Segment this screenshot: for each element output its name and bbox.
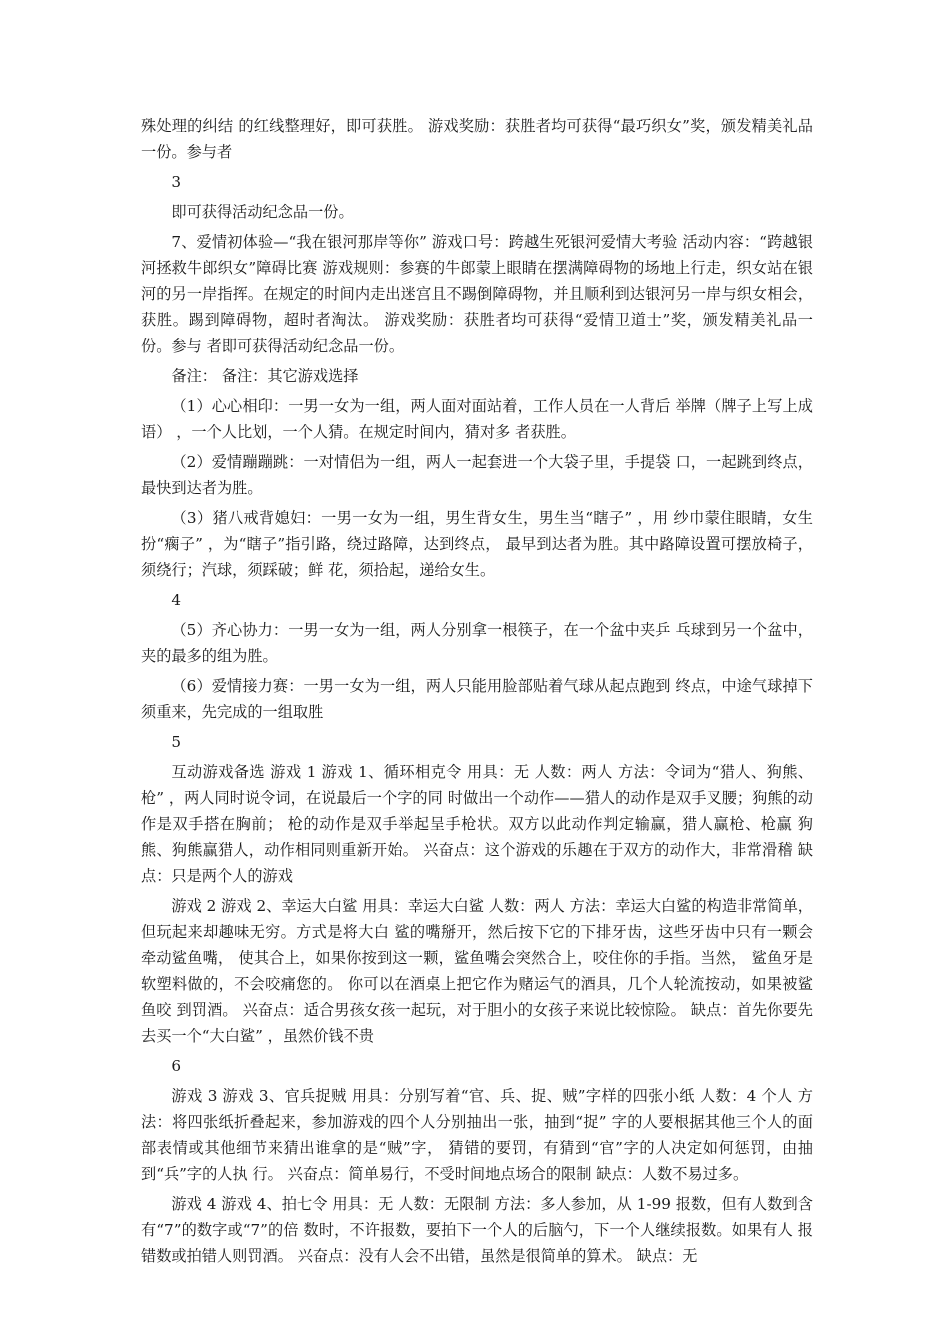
paragraph: 互动游戏备选 游戏 1 游戏 1、循环相克令 用具：无 人数：两人 方法：令词为“猎人、狗熊、枪” ，两人同时说令词，在说最后一个字的同 时做出一个动作——猎人的动作是双手叉腰；狗熊的动作是双手搭在胸前； 枪的动作是双手举起呈手枪状。双方以此动作判定输赢，猎人赢枪、枪赢 狗熊、狗熊赢猎人，动作相同则重新开始。 兴奋点：这个游戏的乐趣在于双方的动作大，非常滑稽 缺点：只是两个人的游戏 [141, 763, 813, 885]
paragraph: （2）爱情蹦蹦跳：一对情侣为一组，两人一起套进一个大袋子里，手提袋 口，一起跳到终点，最快到达者为胜。 [141, 453, 813, 497]
paragraph: 殊处理的纠结 的红线整理好，即可获胜。 游戏奖励：获胜者均可获得“最巧织女”奖，颁发精美礼品一份。参与者 [141, 117, 813, 161]
paragraph: 备注： 备注：其它游戏选择 [171, 367, 359, 385]
paragraph: （1）心心相印：一男一女为一组，两人面对面站着，工作人员在一人背后 举牌（牌子上写上成语） ，一个人比划，一个人猜。在规定时间内，猜对多 者获胜。 [141, 397, 813, 441]
paragraph: （3）猪八戒背媳妇：一男一女为一组，男生背女生，男生当“瞎子” ，用 纱巾蒙住眼睛，女生扮“瘸子” ，为“瞎子”指引路，绕过路障，达到终点， 最早到达者为胜。其中路障设置可摆放椅子，须绕行；汽球，须踩破；鲜 花，须拾起，递给女生。 [141, 509, 813, 579]
page-number: 5 [171, 733, 182, 751]
paragraph: （5）齐心协力：一男一女为一组，两人分别拿一根筷子，在一个盆中夹乒 乓球到另一个盆中，夹的最多的组为胜。 [141, 621, 813, 665]
document-page [141, 113, 813, 1273]
paragraph: 即可获得活动纪念品一份。 [171, 203, 354, 221]
page-number: 6 [171, 1057, 182, 1075]
page-number: 3 [171, 173, 182, 191]
paragraph: 7、爱情初体验—“我在银河那岸等你” 游戏口号：跨越生死银河爱情大考验 活动内容：“跨越银河拯救牛郎织女”障碍比赛 游戏规则：参赛的牛郎蒙上眼睛在摆满障碍物的场地上行走，织女站在银 河的另一岸指挥。在规定的时间内走出迷宫且不踢倒障碍物，并且顺利到达银河另一岸与织女相会，获胜。踢到障碍物，超时者淘汰。 游戏奖励：获胜者均可获得“爱情卫道士”奖，颁发精美礼品一份。参与 者即可获得活动纪念品一份。 [141, 233, 813, 355]
paragraph: 游戏 3 游戏 3、官兵捉贼 用具：分别写着“官、兵、捉、贼”字样的四张小纸 人数：4 个人 方法：将四张纸折叠起来，参加游戏的四个人分别抽出一张，抽到“捉” 字的人要根据其他三个人的面部表情或其他细节来猜出谁拿的是“贼”字， 猜错的要罚，有猜到“官”字的人决定如何惩罚，由抽到“兵”字的人执 行。 兴奋点：简单易行，不受时间地点场合的限制 缺点：人数不易过多。 [141, 1087, 813, 1183]
paragraph: （6）爱情接力赛：一男一女为一组，两人只能用脸部贴着气球从起点跑到 终点，中途气球掉下须重来，先完成的一组取胜 [141, 677, 813, 721]
paragraph: 游戏 4 游戏 4、拍七令 用具：无 人数：无限制 方法：多人参加，从 1-99 报数，但有人数到含有“7”的数字或“7”的倍 数时，不许报数，要拍下一个人的后脑勺，下一个人继续报数。如果有人 报错数或拍错人则罚酒。 兴奋点：没有人会不出错，虽然是很简单的算术。 缺点：无 [141, 1195, 813, 1265]
paragraph: 游戏 2 游戏 2、幸运大白鲨 用具：幸运大白鲨 人数：两人 方法：幸运大白鲨的构造非常简单，但玩起来却趣味无穷。方式是将大白 鲨的嘴掰开，然后按下它的下排牙齿，这些牙齿中只有一颗会牵动鲨鱼嘴， 使其合上，如果你按到这一颗，鲨鱼嘴会突然合上，咬住你的手指。当然， 鲨鱼牙是软塑料做的，不会咬痛您的。 你可以在酒桌上把它作为赌运气的酒具，几个人轮流按动，如果被鲨鱼咬 到罚酒。 兴奋点：适合男孩女孩一起玩，对于胆小的女孩子来说比较惊险。 缺点：首先你要先去买一个“大白鲨” ，虽然价钱不贵 [141, 897, 813, 1045]
page-number: 4 [171, 591, 182, 609]
